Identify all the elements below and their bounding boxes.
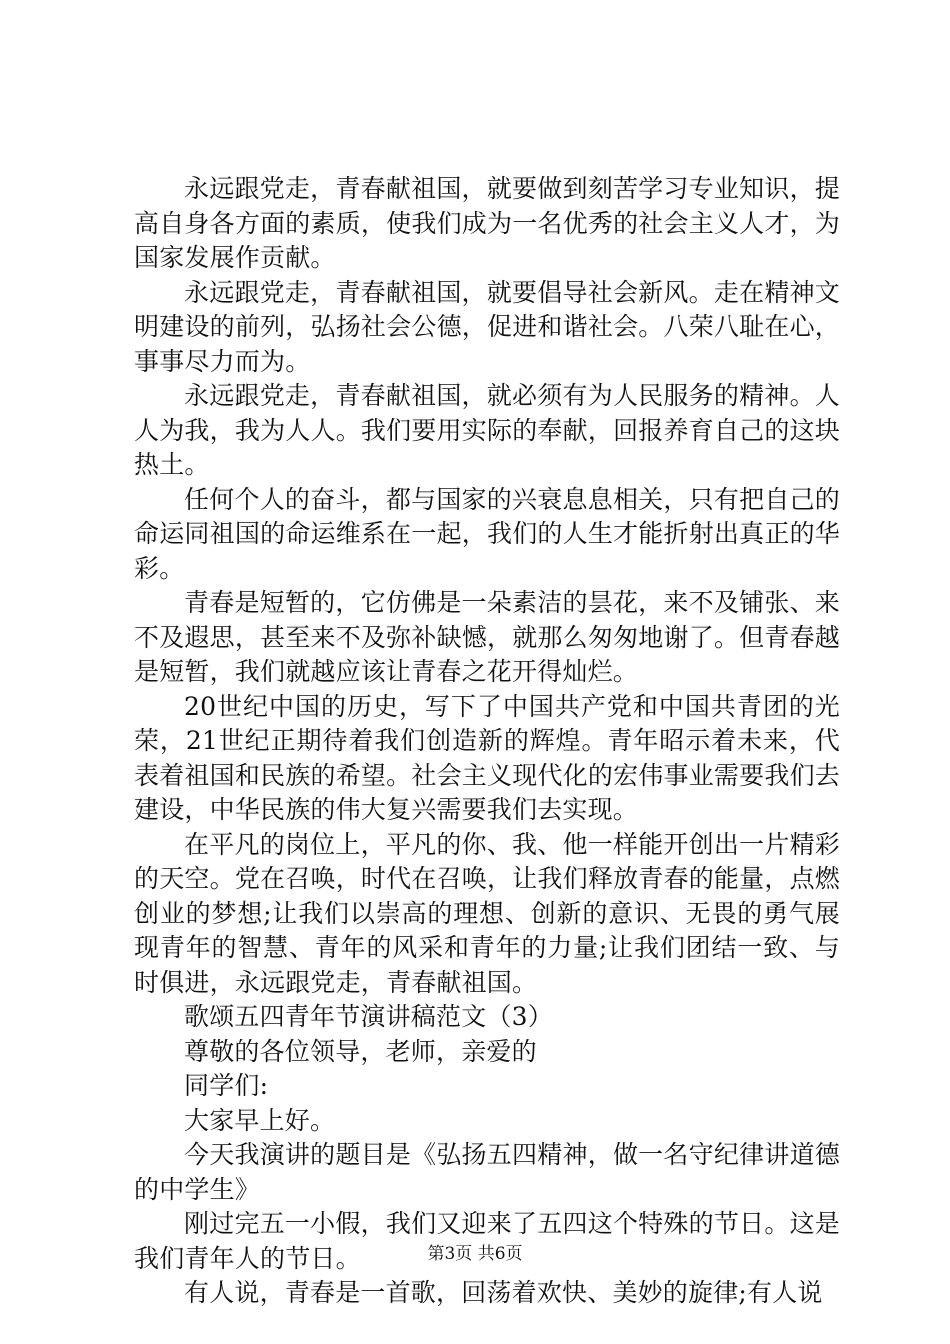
paragraph: 青春是短暂的，它仿佛是一朵素洁的昙花，来不及铺张、来不及遐思，甚至来不及弥补缺憾，就那么匆匆地谢了。但青春越是短暂，我们就越应该让青春之花开得灿烂。 bbox=[134, 588, 840, 686]
document-body bbox=[134, 172, 840, 1311]
paragraph: 有人说，青春是一首歌，回荡着欢快、美妙的旋律;有人说 bbox=[184, 1278, 823, 1307]
paragraph: 永远跟党走，青春献祖国，就要倡导社会新风。走在精神文明建设的前列，弘扬社会公德，促进和谐社会。八荣八耻在心，事事尽力而为。 bbox=[134, 277, 840, 376]
section-heading: 歌颂五四青年节演讲稿范文（3） bbox=[184, 1002, 553, 1031]
salutation: 同学们: bbox=[184, 1071, 269, 1100]
paragraph: 在平凡的岗位上，平凡的你、我、他一样能开创出一片精彩的天空。党在召唤，时代在召唤，让我们释放青春的能量，点燃创业的梦想;让我们以崇高的理想、创新的意识、无畏的勇气展现青年的智慧、青年的风采和青年的力量;让我们团结一致、与时俱进，永远跟党走，青春献祖国。 bbox=[134, 829, 840, 997]
salutation: 尊敬的各位领导，老师，亲爱的 bbox=[184, 1036, 537, 1066]
paragraph: 任何个人的奋斗，都与国家的兴衰息息相关，只有把自己的命运同祖国的命运维系在一起，我们的人生才能折射出真正的华彩。 bbox=[134, 484, 840, 583]
greeting: 大家早上好。 bbox=[184, 1105, 336, 1135]
paragraph: 20世纪中国的历史，写下了中国共产党和中国共青团的光荣，21世纪正期待着我们创造新的辉煌。青年昭示着未来，代表着祖国和民族的希望。社会主义现代化的宏伟事业需要我们去建设，中华民族的伟大复兴需要我们去实现。 bbox=[134, 691, 840, 824]
page-number-footer: 第3页 共6页 bbox=[427, 1244, 523, 1264]
paragraph: 永远跟党走，青春献祖国，就必须有为人民服务的精神。人人为我，我为人人。我们要用实际的奉献，回报养育自己的这块热土。 bbox=[134, 381, 840, 479]
paragraph: 永远跟党走，青春献祖国，就要做到刻苦学习专业知识，提高自身各方面的素质，使我们成为一名优秀的社会主义人才，为国家发展作贡献。 bbox=[134, 174, 840, 272]
paragraph: 刚过完五一小假，我们又迎来了五四这个特殊的节日。这是我们青年人的节日。 bbox=[134, 1209, 840, 1273]
paragraph: 今天我演讲的题目是《弘扬五四精神，做一名守纪律讲道德的中学生》 bbox=[134, 1140, 840, 1204]
